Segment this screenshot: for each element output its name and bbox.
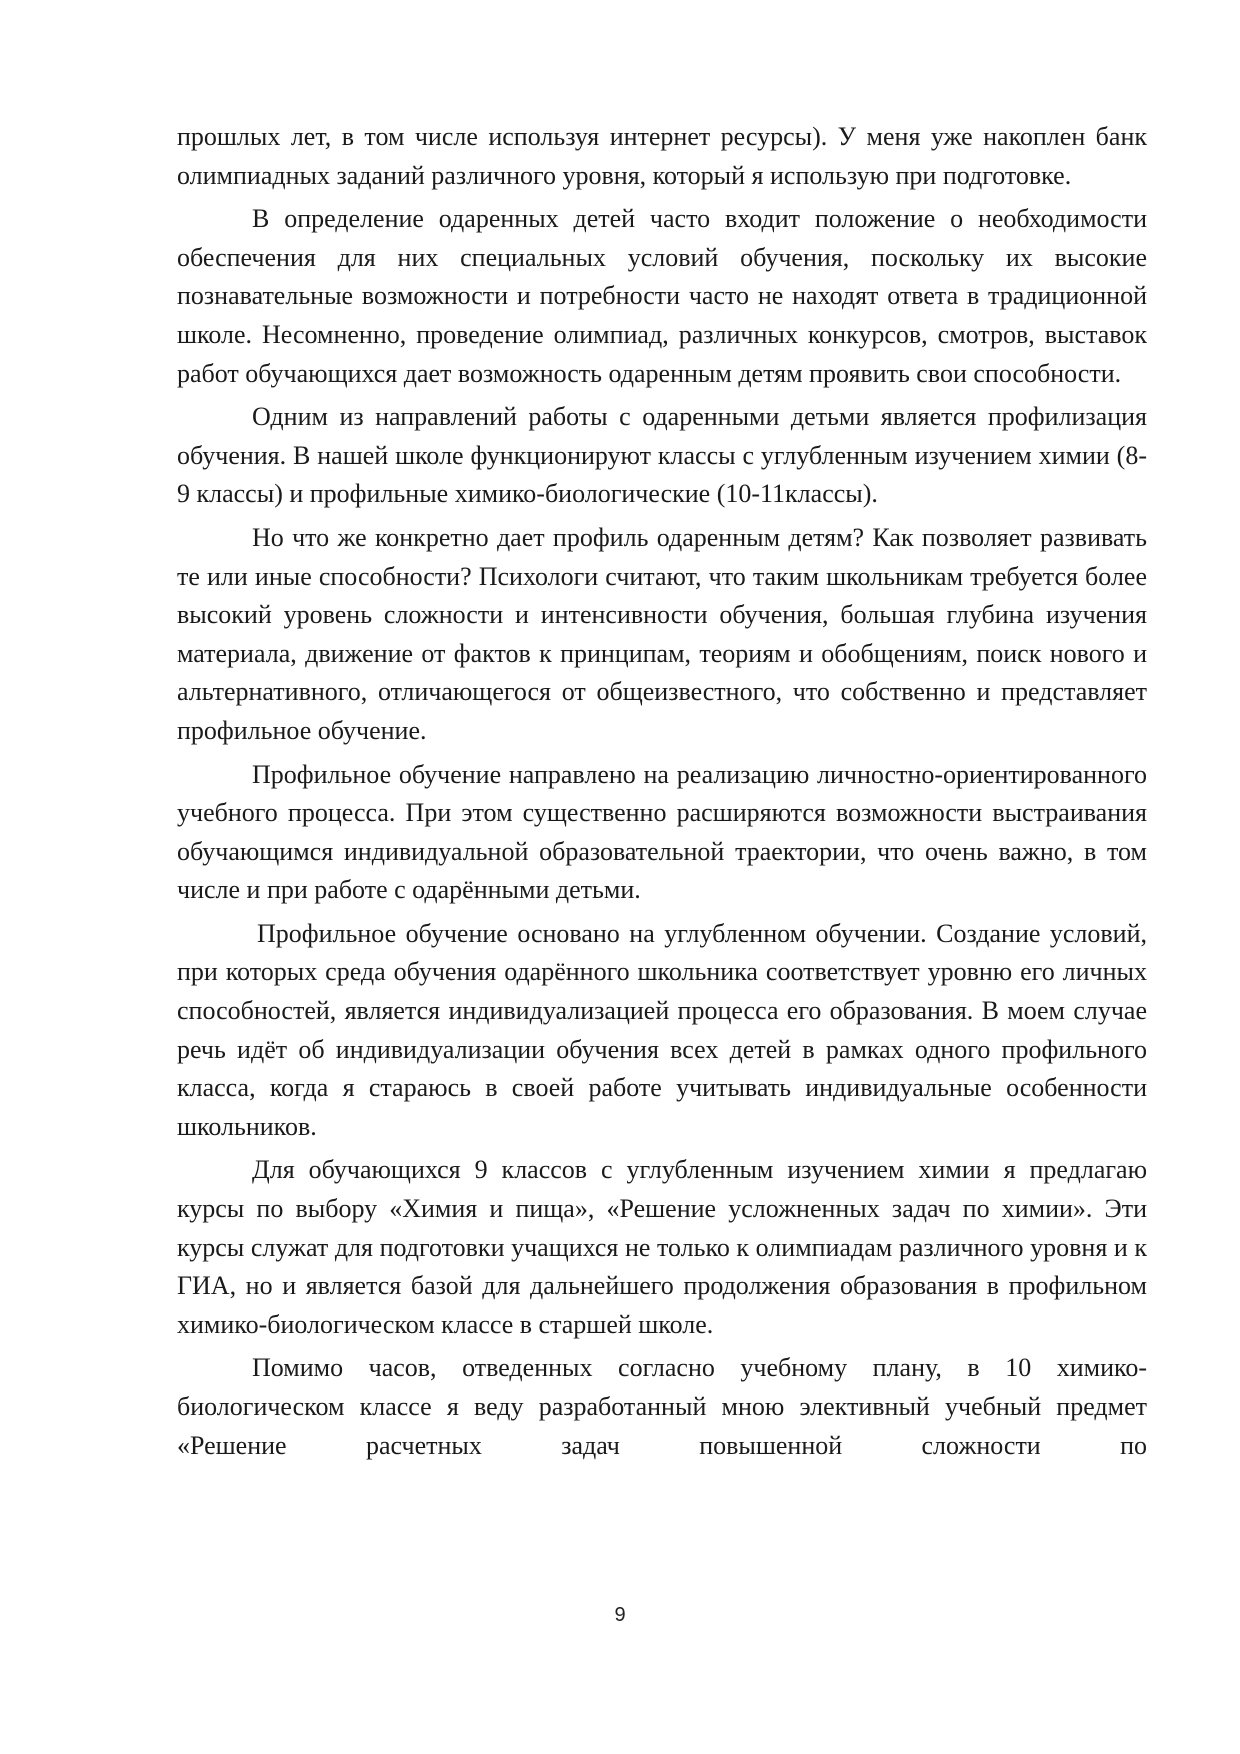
- paragraph-1: прошлых лет, в том числе используя интернет ресурсы). У меня уже накоплен банк олимпиадных заданий различного уровня, который я использую при подготовке.: [177, 122, 1147, 190]
- paragraph-8: Помимо часов, отведенных согласно учебному плану, в 10 химико-биологическом классе я веду разработанный мною элективный учебный предмет «Решение расчетных задач повышенной сложности по: [177, 1353, 1147, 1460]
- document-body: [177, 118, 1147, 1470]
- page-number: 9: [614, 1604, 626, 1626]
- paragraph-5: Профильное обучение направлено на реализацию личностно-ориентированного учебного процесса. При этом существенно расширяются возможности выстраивания обучающимся индивидуальной образовательной траектории, что очень важно, в том числе и при работе с одарёнными детьми.: [177, 759, 1147, 905]
- paragraph-2: В определение одаренных детей часто входит положение о необходимости обеспечения для них специальных условий обучения, поскольку их высокие познавательные возможности и потребности часто не находят ответа в традиционной школе. Несомненно, проведение олимпиад, различных конкурсов, смотров, выставок работ обучающихся дает возможность одаренным детям проявить свои способности.: [177, 204, 1147, 388]
- paragraph-6: Профильное обучение основано на углубленном обучении. Создание условий, при которых среда обучения одарённого школьника соответствует уровню его личных способностей, является индивидуализацией процесса его образования. В моем случае речь идёт об индивидуализации обучения всех детей в рамках одного профильного класса, когда я стараюсь в своей работе учитывать индивидуальные особенности школьников.: [177, 918, 1147, 1141]
- paragraph-7: Для обучающихся 9 классов с углубленным изучением химии я предлагаю курсы по выбору «Химия и пища», «Решение усложненных задач по химии». Эти курсы служат для подготовки учащихся не только к олимпиадам различного уровня и к ГИА, но и является базой для дальнейшего продолжения образования в профильном химико-биологическом классе в старшей школе.: [177, 1155, 1147, 1339]
- paragraph-4: Но что же конкретно дает профиль одаренным детям? Как позволяет развивать те или иные способности? Психологи считают, что таким школьникам требуется более высокий уровень сложности и интенсивности обучения, большая глубина изучения материала, движение от фактов к принципам, теориям и обобщениям, поиск нового и альтернативного, отличающегося от общеизвестного, что собственно и представляет профильное обучение.: [177, 522, 1147, 745]
- paragraph-3: Одним из направлений работы с одаренными детьми является профилизация обучения. В нашей школе функционируют классы с углубленным изучением химии (8-9 классы) и профильные химико-биологические (10-11классы).: [177, 402, 1147, 509]
